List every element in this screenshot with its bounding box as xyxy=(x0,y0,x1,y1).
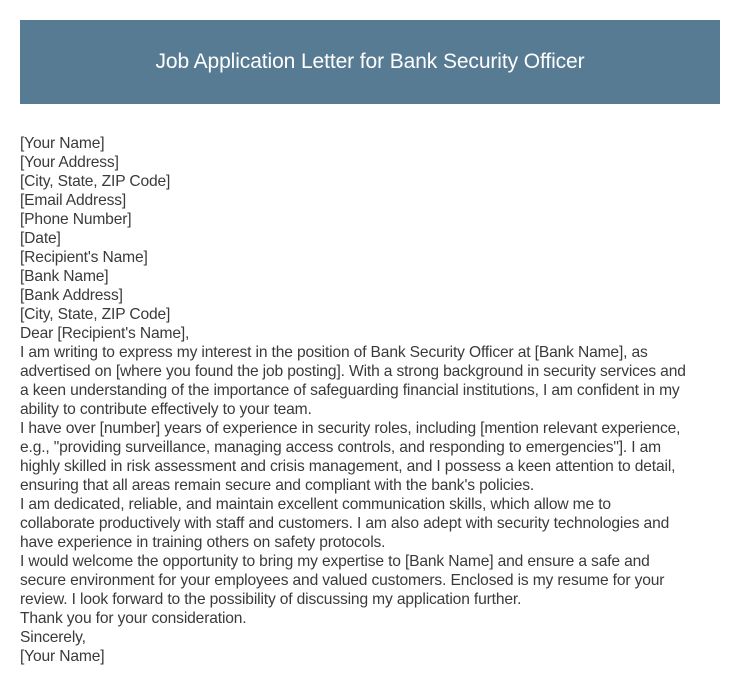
sender-name: [Your Name] xyxy=(20,135,105,152)
paragraph-line: ability to contribute effectively to your team. xyxy=(20,401,312,418)
paragraph-line: review. I look forward to the possibility of discussing my application further. xyxy=(20,591,522,608)
paragraph-line: advertised on [where you found the job posting]. With a strong background in security services and xyxy=(20,363,686,380)
sender-email: [Email Address] xyxy=(20,192,127,209)
paragraph-line: secure environment for your employees and valued customers. Enclosed is my resume for your xyxy=(20,572,665,589)
paragraph-line: I have over [number] years of experience in security roles, including [mention relevant experience, xyxy=(20,420,681,437)
paragraph-skills xyxy=(20,495,724,552)
recipient-bank-name: [Bank Name] xyxy=(20,268,109,285)
paragraph-line: I am dedicated, reliable, and maintain excellent communication skills, which allow me to xyxy=(20,496,611,513)
salutation: Dear [Recipient's Name], xyxy=(20,325,190,342)
recipient-bank-address: [Bank Address] xyxy=(20,287,123,304)
closing-line: Sincerely, xyxy=(20,629,86,646)
paragraph-line: highly skilled in risk assessment and crisis management, and I possess a keen attention to detail, xyxy=(20,458,676,475)
paragraph-line: I am writing to express my interest in the position of Bank Security Officer at [Bank Name], as xyxy=(20,344,648,361)
paragraph-line: have experience in training others on safety protocols. xyxy=(20,534,386,551)
sender-address: [Your Address] xyxy=(20,154,119,171)
paragraph-line: a keen understanding of the importance of safeguarding financial institutions, I am confident in my xyxy=(20,382,680,399)
sender-city-state-zip: [City, State, ZIP Code] xyxy=(20,173,171,190)
paragraph-line: ensuring that all areas remain secure and compliant with the bank's policies. xyxy=(20,477,535,494)
sender-phone: [Phone Number] xyxy=(20,211,132,228)
paragraph-line: I would welcome the opportunity to bring my expertise to [Bank Name] and ensure a safe and xyxy=(20,553,650,570)
letter-body xyxy=(20,134,724,666)
paragraph-interest xyxy=(20,343,724,419)
recipient-block xyxy=(20,248,724,324)
page-header xyxy=(20,20,720,104)
paragraph-experience xyxy=(20,419,724,495)
recipient-city-state-zip: [City, State, ZIP Code] xyxy=(20,306,171,323)
sender-block xyxy=(20,134,724,248)
page-title: Job Application Letter for Bank Security Officer xyxy=(155,50,585,73)
signature-name: [Your Name] xyxy=(20,648,105,665)
paragraph-line: collaborate productively with staff and customers. I am also adept with security technologies and xyxy=(20,515,670,532)
thanks-line: Thank you for your consideration. xyxy=(20,610,247,627)
paragraph-line: e.g., "providing surveillance, managing access controls, and responding to emergencies"]. I am xyxy=(20,439,661,456)
paragraph-closing xyxy=(20,552,724,609)
recipient-name: [Recipient's Name] xyxy=(20,249,148,266)
letter-date: [Date] xyxy=(20,230,61,247)
